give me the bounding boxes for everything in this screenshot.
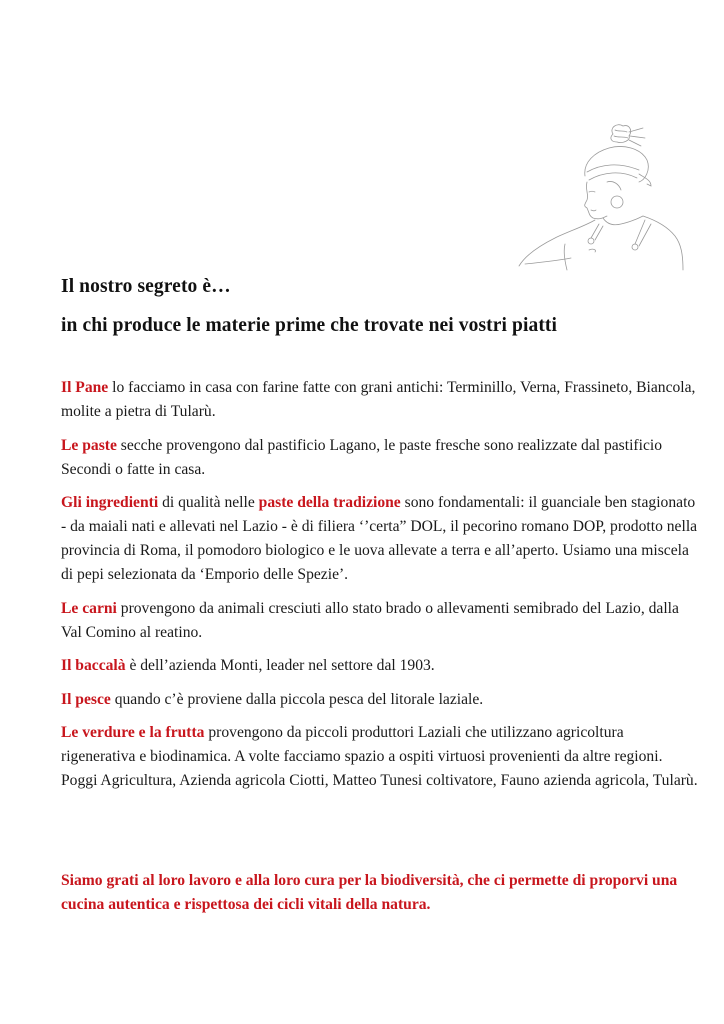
paragraph-ingredients: [61, 491, 701, 587]
paragraph-bread: [61, 376, 701, 424]
paragraph-text: lo facciamo in casa con farine fatte con grani antichi: Terminillo, Verna, Frassineto, Biancola, molite a pietra di Tularù.: [61, 379, 696, 420]
paragraph-text: di qualità nelle: [158, 494, 259, 511]
paragraph-text: è dell’azienda Monti, leader nel settore dal 1903.: [125, 657, 435, 674]
highlight-pasta: Le paste: [61, 436, 117, 454]
highlight-codfish: Il baccalà: [61, 657, 126, 674]
paragraph-fish: [61, 688, 701, 712]
paragraph-text: provengono da animali cresciuti allo stato brado o allevamenti semibrado del Lazio, dalla Val Comino al reatino.: [61, 599, 679, 641]
paragraph-pasta: [61, 434, 701, 482]
closing-statement: Siamo grati al loro lavoro e alla loro cura per la biodiversità, che ci permette di proporvi una cucina autentica e rispettosa dei cicli vitali della natura.: [61, 872, 678, 913]
highlight-traditional-pasta: paste della tradizione: [258, 494, 401, 511]
page-title: Il nostro segreto è…: [61, 276, 231, 297]
highlight-fish: Il pesce: [61, 690, 111, 708]
paragraph-text: quando c’è proviene dalla piccola pesca del litorale laziale.: [110, 690, 484, 708]
paragraph-text: secche provengono dal pastificio Lagano, le paste fresche sono realizzate dal pastificio Secondi o fatte in casa.: [61, 436, 662, 478]
woman-illustration-icon: [505, 120, 690, 280]
highlight-bread: Il Pane: [61, 379, 109, 396]
paragraph-codfish: [61, 654, 701, 678]
paragraph-meat: [61, 597, 701, 645]
producers-section: [61, 376, 701, 803]
paragraph-vegetables: [61, 721, 701, 793]
paragraph-text: provengono da piccoli produttori Laziali che utilizzano agricoltura rigenerativa e biodinamica. A volte facciamo spazio a ospiti virtuosi provenienti da altre regioni. Poggi Agricultura, Azienda agricola Ciotti, Matteo Tunesi coltivatore, Fauno azienda agricola, Tularù.: [61, 724, 698, 789]
highlight-ingredients: Gli ingredienti: [61, 494, 159, 511]
page-subtitle: in chi produce le materie prime che trovate nei vostri piatti: [61, 315, 558, 336]
highlight-meat: Le carni: [61, 599, 117, 617]
highlight-vegetables: Le verdure e la frutta: [61, 724, 205, 741]
paragraph-text: sono fondamentali: il guanciale ben stagionato - da maiali nati e allevati nel Lazio - è di filiera ‘’certa” DOL, il pecorino romano DOP, prodotto nella provincia di Roma, il pomodoro biologico e le uova allevate a terra e all’aperto. Usiamo una miscela di pepi selezionata da ‘Emporio delle Spezie’.: [61, 494, 698, 583]
